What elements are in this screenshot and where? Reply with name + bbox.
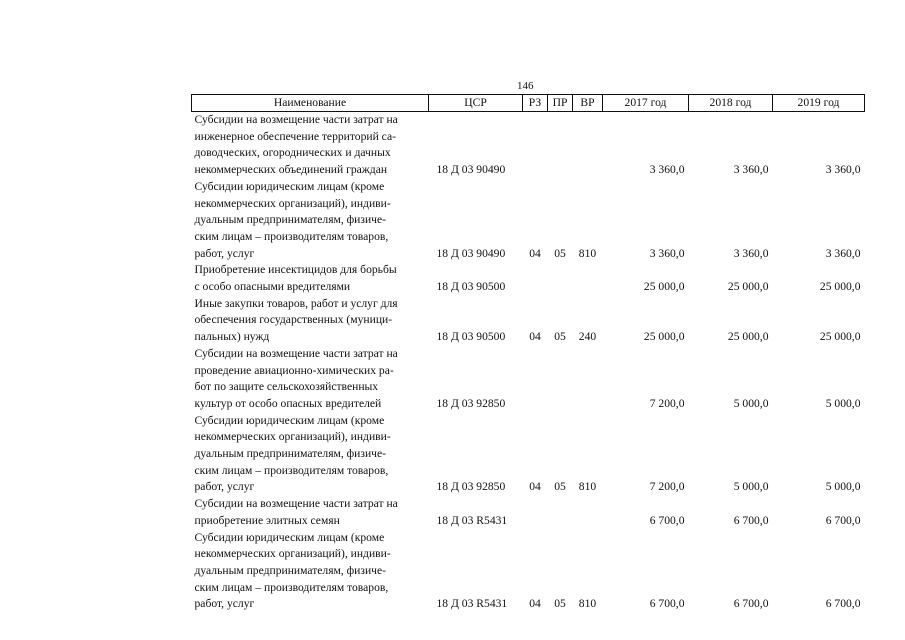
row-csr: 18 Д 03 90490 [436,163,506,177]
table-row [192,112,865,179]
row-rz: 04 [529,330,541,344]
table-row [192,262,865,295]
row-value-2019: 25 000,0 [819,280,861,294]
row-value-2019: 6 700,0 [825,513,861,527]
row-vr [573,112,603,179]
row-vr [573,496,603,529]
row-vr [573,346,603,413]
row-vr: 240 [578,330,597,344]
row-vr [573,262,603,295]
row-rz [523,112,548,179]
budget-table [191,94,865,613]
row-csr: 18 Д 03 92850 [436,396,506,410]
row-name: Приобретение инсектицидов для борьбы с особо опасными вредителями [194,263,397,294]
row-rz: 04 [529,480,541,494]
header-2018: 2018 год [689,95,773,112]
header-2019: 2019 год [773,95,865,112]
row-value-2017: 25 000,0 [643,280,685,294]
row-pr: 05 [554,330,566,344]
row-pr: 05 [554,480,566,494]
row-value-2019: 3 360,0 [825,246,861,260]
row-name: Субсидии юридическим лицам (кроме некоммерческих организаций), индиви- дуальным предпринимателям, физиче- ским лицам – производителям товаров, работ, услуг [194,413,391,494]
row-value-2018: 5 000,0 [733,396,769,410]
row-value-2017: 3 360,0 [649,163,685,177]
row-vr: 810 [578,246,597,260]
row-value-2017: 6 700,0 [649,513,685,527]
row-value-2018: 3 360,0 [733,246,769,260]
row-value-2017: 7 200,0 [649,480,685,494]
table-row [192,496,865,529]
row-pr: 05 [554,597,566,611]
row-value-2019: 3 360,0 [825,163,861,177]
table-row [192,346,865,413]
row-pr [548,346,573,413]
row-value-2018: 6 700,0 [733,597,769,611]
row-csr: 18 Д 03 R5431 [436,597,508,611]
row-name: Субсидии юридическим лицам (кроме некоммерческих организаций), индиви- дуальным предпринимателям, физиче- ским лицам – производителям товаров, работ, услуг [194,179,391,260]
row-value-2019: 5 000,0 [825,480,861,494]
header-name: Наименование [192,95,429,112]
row-value-2018: 25 000,0 [727,330,769,344]
row-pr: 05 [554,246,566,260]
row-vr: 810 [578,480,597,494]
row-csr: 18 Д 03 90500 [436,330,506,344]
table-row [192,296,865,346]
row-name: Субсидии на возмещение части затрат на приобретение элитных семян [194,497,398,527]
row-csr: 18 Д 03 90500 [436,280,506,294]
row-pr [548,112,573,179]
header-vr: ВР [573,95,603,112]
row-csr: 18 Д 03 90490 [436,246,506,260]
row-value-2017: 6 700,0 [649,597,685,611]
row-pr [548,496,573,529]
header-csr: ЦСР [429,95,523,112]
row-rz: 04 [529,246,541,260]
row-pr [548,262,573,295]
row-name: Субсидии юридическим лицам (кроме некоммерческих организаций), индиви- дуальным предпринимателям, физиче- ским лицам – производителям товаров, работ, услуг [194,530,391,611]
row-value-2018: 3 360,0 [733,163,769,177]
row-rz [523,346,548,413]
row-value-2019: 25 000,0 [819,330,861,344]
row-value-2017: 3 360,0 [649,246,685,260]
row-value-2019: 5 000,0 [825,396,861,410]
table-body [192,112,865,614]
row-name: Субсидии на возмещение части затрат на инженерное обеспечение территорий са- доводческих, огороднических и дачных некоммерческих объединений граждан [194,113,398,177]
row-csr: 18 Д 03 92850 [436,480,506,494]
page-number: 146 [517,80,534,92]
row-vr: 810 [578,597,597,611]
row-value-2017: 25 000,0 [643,330,685,344]
row-value-2017: 7 200,0 [649,396,685,410]
header-2017: 2017 год [603,95,689,112]
row-rz [523,262,548,295]
row-name: Иные закупки товаров, работ и услуг для обеспечения государственных (муници- пальных) нужд [194,296,398,344]
table-row [192,413,865,497]
row-value-2019: 6 700,0 [825,597,861,611]
header-pr: ПР [548,95,573,112]
table-row [192,179,865,263]
header-rz: РЗ [523,95,548,112]
table-header-row [192,95,865,112]
row-rz: 04 [529,597,541,611]
row-csr: 18 Д 03 R5431 [436,513,508,527]
row-value-2018: 5 000,0 [733,480,769,494]
row-value-2018: 6 700,0 [733,513,769,527]
row-value-2018: 25 000,0 [727,280,769,294]
row-name: Субсидии на возмещение части затрат на проведение авиационно-химических ра- бот по защите сельскохозяйственных культур от особо опасных вредителей [194,346,398,410]
row-rz [523,496,548,529]
table-row [192,530,865,614]
